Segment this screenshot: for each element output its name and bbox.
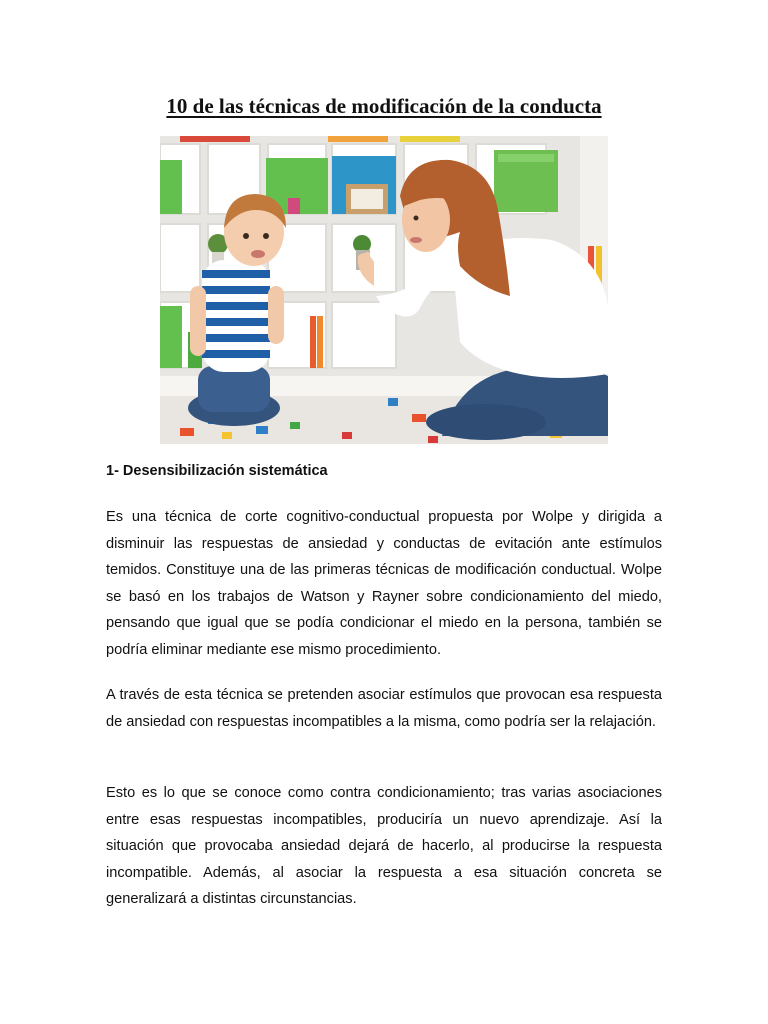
document-title [0, 93, 768, 119]
document-title-text: 10 de las técnicas de modificación de la conducta [166, 94, 602, 118]
photo-illustration [160, 136, 608, 444]
article-photo [160, 136, 608, 444]
paragraph-3: Esto es lo que se conoce como contra condicionamiento; tras varias asociaciones entre esas respuestas incompatibles, produciría un nuevo aprendizaje. Así la situación que provocaba ansiedad dejará de hacerlo, al producirse la respuesta incompatible. Además, al asociar la respuesta a esa situación concreta se generalizará a distintas circunstancias. [106, 785, 662, 908]
paragraph-2: A través de esta técnica se pretenden asociar estímulos que provocan esa respuesta de ansiedad con respuestas incompatibles a la misma, como podría ser la relajación. [106, 687, 662, 730]
section-heading: 1- Desensibilización sistemática [106, 463, 328, 479]
paragraph-1: Es una técnica de corte cognitivo-conductual propuesta por Wolpe y dirigida a disminuir las respuestas de ansiedad y conductas de evitación ante estímulos temidos. Constituye una de las primeras técnicas de modificación conductual. Wolpe se basó en los trabajos de Watson y Rayner sobre condicionamiento del miedo, pensando que igual que se podía condicionar el miedo en la persona, también se podría eliminar mediante ese mismo procedimiento. [106, 509, 662, 658]
